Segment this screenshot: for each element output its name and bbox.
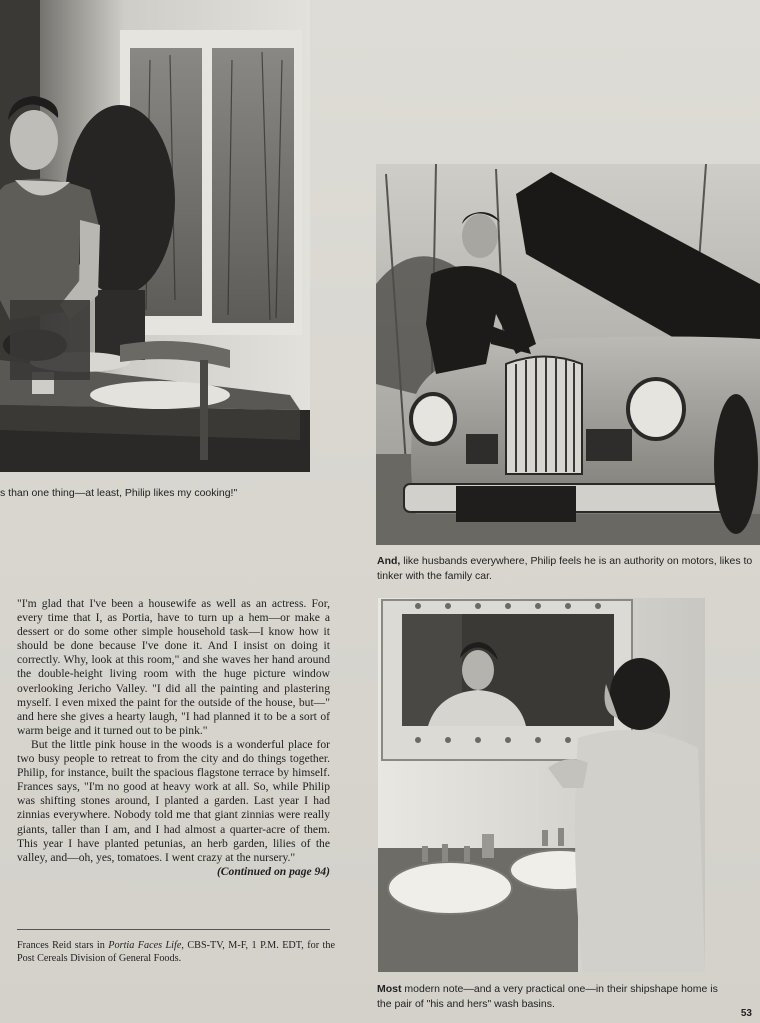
car-photo-drawing <box>376 164 760 545</box>
kitchen-caption: s than one thing—at least, Philip likes my cooking!" <box>0 487 238 499</box>
mirror-photo-drawing <box>378 598 705 972</box>
car-caption <box>377 554 757 584</box>
continued-note: (Continued on page 94) <box>216 864 330 878</box>
footnote-show-title: Portia Faces Life <box>108 940 182 951</box>
mirror-photo <box>378 598 705 972</box>
car-photo <box>376 164 760 545</box>
mirror-caption-text: modern note—and a very practical one—in their shipshape home is the pair of "his and hers" wash basins. <box>377 983 718 1010</box>
article-paragraph-1: "I'm glad that I've been a housewife as well as an actress. For, every time that I, as Portia, have to turn up a hem—or make a dessert or do some other simple household task—I know how it should be done because I've done it. And I insist on doing it correctly. Why, look at this room," and she waves her hand around the double-height living room with the huge picture window overlooking Jericho Valley. "I did all the painting and plastering myself. I even mixed the paint for the outside of the house, but—" and here she gives a hearty laugh, "I had planned it to be a sort of warm beige and it turned out to be pink." <box>17 597 330 737</box>
kitchen-photo-drawing <box>0 0 310 472</box>
article-paragraph-2-text: But the little pink house in the woods is a wonderful place for two busy people to retreat to from the city and do things together. Philip, for instance, built the spacious flagstone terrace by himself. Frances says, "I'm no good at heavy work at all. So, while Philip was shifting stones around, I planted a garden. Last year I had zinnias everywhere. Nobody told me that giant zinnias were really giants, taller than I am, and I had almost a quarter-acre of them. This year I have planted petunias, an herb garden, lilies of the valley, and—oh, yes, tomatoes. I went crazy at the nursery." <box>17 737 330 864</box>
mirror-caption <box>377 982 722 1012</box>
mirror-caption-lead: Most <box>377 983 402 995</box>
car-caption-lead: And, <box>377 555 401 567</box>
footnote-prefix: Frances Reid stars in <box>17 940 109 951</box>
footnote-suffix: , CBS-TV, M-F, 1 P.M. EDT, for the Post Cereals Division of General Foods. <box>17 940 335 964</box>
footnote <box>17 939 335 965</box>
page-number: 53 <box>740 1008 752 1019</box>
article-paragraph-2 <box>17 737 330 878</box>
footnote-divider <box>17 929 330 930</box>
kitchen-photo <box>0 0 310 472</box>
car-caption-text: like husbands everywhere, Philip feels he is an authority on motors, likes to tinker with the family car. <box>377 555 753 582</box>
article-body <box>17 597 330 879</box>
